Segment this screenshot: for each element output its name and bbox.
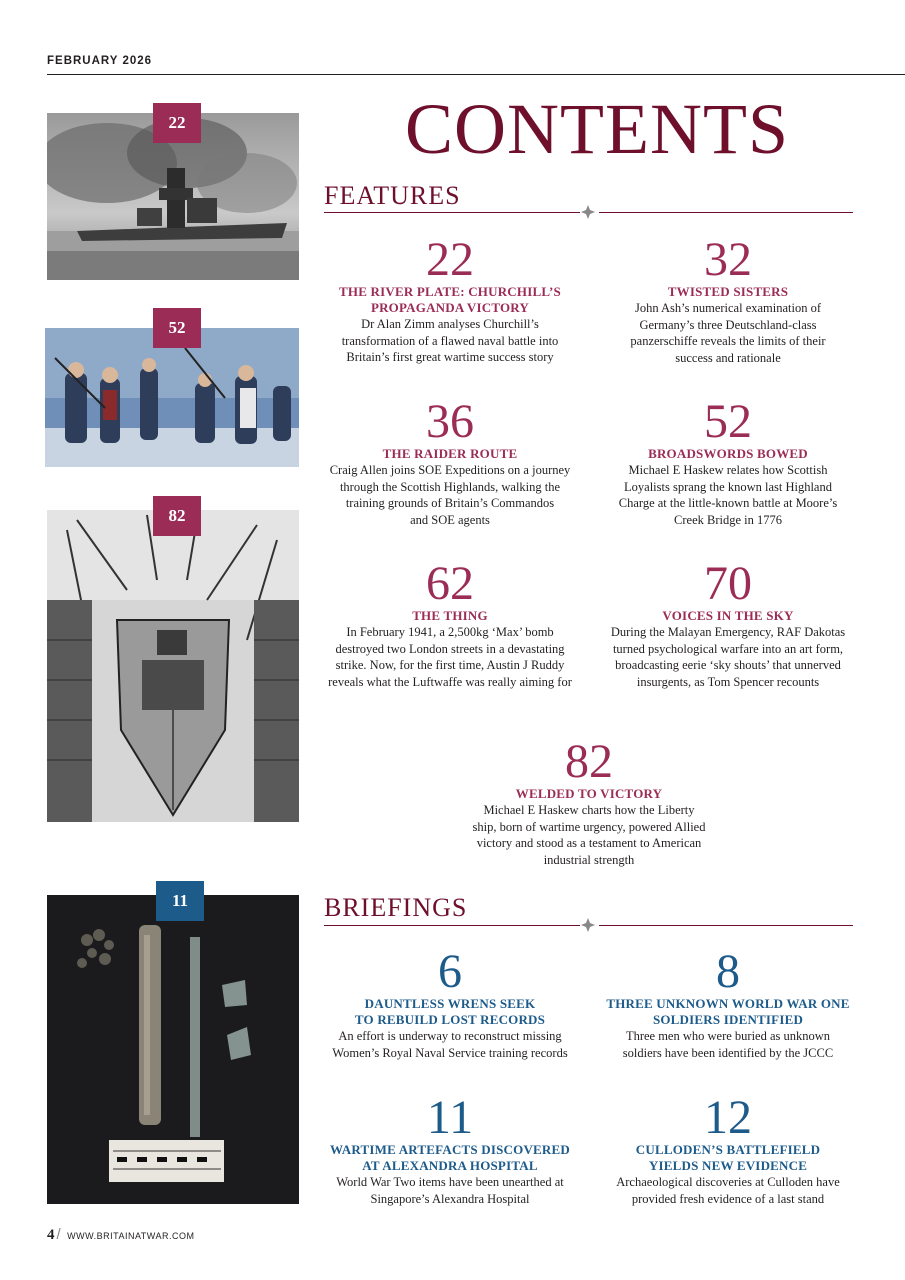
- photo-liberty-ship: [47, 510, 299, 822]
- page-number: 22: [426, 233, 474, 286]
- feature-entry[interactable]: [320, 233, 580, 366]
- entry-title: BROADSWORDS BOWED: [648, 446, 808, 461]
- folio-slash: /: [56, 1226, 61, 1243]
- entry-description: Craig Allen joins SOE Expeditions on a journey through the Scottish Highlands, walking the training grounds of Britain’s Commandos and SOE agents: [329, 463, 571, 527]
- section-heading-briefings: BRIEFINGS: [324, 893, 468, 922]
- page-badge-82: 82: [153, 496, 201, 536]
- entry-description: Dr Alan Zimm analyses Churchill’s transformation of a flawed naval battle into Britain’s first great wartime success story: [341, 317, 559, 364]
- entry-description: World War Two items have been unearthed at Singapore’s Alexandra Hospital: [336, 1175, 564, 1206]
- briefings-rule-left: [324, 925, 580, 926]
- page-title: CONTENTS: [405, 89, 789, 169]
- page-number: 12: [704, 1091, 752, 1144]
- entry-title: TWISTED SISTERS: [667, 284, 789, 299]
- feature-entry[interactable]: [320, 557, 580, 690]
- entry-description: In February 1941, a 2,500kg ‘Max’ bomb destroyed two London streets in a devastating strike. Now, for the first time, Austin J Ruddy reveals what the Luftwaffe was really aiming for: [328, 625, 572, 689]
- page-footer: [47, 1226, 194, 1244]
- page-number: 8: [716, 945, 740, 998]
- briefings-rule-right: [599, 925, 853, 926]
- features-rule-right: [599, 212, 853, 213]
- briefing-entry[interactable]: [320, 945, 580, 1061]
- briefing-entry[interactable]: [598, 945, 858, 1061]
- maltese-cross-icon: [581, 918, 595, 932]
- entry-title: WELDED TO VICTORY: [515, 786, 663, 801]
- website-link[interactable]: WWW.BRITAINATWAR.COM: [67, 1231, 195, 1241]
- maltese-cross-icon: [581, 205, 595, 219]
- page-badge-52: 52: [153, 308, 201, 348]
- entry-title: THE RAIDER ROUTE: [382, 446, 518, 461]
- entry-title: THREE UNKNOWN WORLD WAR ONE SOLDIERS IDENTIFIED: [606, 996, 850, 1027]
- section-heading-features: FEATURES: [324, 181, 461, 210]
- feature-entry[interactable]: [598, 233, 858, 366]
- page-badge-11: 11: [156, 881, 204, 921]
- page-number: 32: [704, 233, 752, 286]
- entry-title: DAUNTLESS WRENS SEEK TO REBUILD LOST RECORDS: [354, 996, 546, 1027]
- top-rule: [47, 74, 905, 75]
- entry-title: THE THING: [412, 608, 488, 623]
- entry-title: CULLODEN’S BATTLEFIELD YIELDS NEW EVIDENCE: [635, 1142, 821, 1173]
- entry-title: VOICES IN THE SKY: [662, 608, 794, 623]
- entry-description: Michael E Haskew relates how Scottish Loyalists sprang the known last Highland Charge at the little-known battle at Moore’s Creek Bridge in 1776: [618, 463, 838, 527]
- entry-title: WARTIME ARTEFACTS DISCOVERED AT ALEXANDRA HOSPITAL: [330, 1142, 570, 1173]
- entry-description: Archaeological discoveries at Culloden have provided fresh evidence of a last stand: [616, 1175, 840, 1206]
- feature-entry[interactable]: [320, 395, 580, 528]
- photo-artefacts: [47, 895, 299, 1204]
- entry-description: Michael E Haskew charts how the Liberty ship, born of wartime urgency, powered Allied victory and stood as a testament to American industrial strength: [472, 803, 706, 867]
- entry-title: THE RIVER PLATE: CHURCHILL’S PROPAGANDA VICTORY: [339, 284, 561, 315]
- page-number: 52: [704, 395, 752, 448]
- entry-description: During the Malayan Emergency, RAF Dakotas turned psychological warfare into an art form, broadcasting eerie ‘sky shouts’ that unnerved insurgents, as Tom Spencer recounts: [610, 625, 846, 689]
- feature-entry[interactable]: [459, 735, 719, 868]
- issue-date: FEBRUARY 2026: [47, 55, 153, 67]
- feature-entry[interactable]: [598, 557, 858, 690]
- feature-entry[interactable]: [598, 395, 858, 528]
- features-rule-left: [324, 212, 580, 213]
- entry-description: Three men who were buried as unknown soldiers have been identified by the JCCC: [622, 1029, 834, 1060]
- entry-description: An effort is underway to reconstruct missing Women’s Royal Naval Service training records: [332, 1029, 568, 1060]
- briefing-entry[interactable]: [320, 1091, 580, 1207]
- page-number: 82: [565, 735, 613, 788]
- page-number: 62: [426, 557, 474, 610]
- page-number: 70: [704, 557, 752, 610]
- page-badge-22: 22: [153, 103, 201, 143]
- photo-highlanders: [45, 328, 299, 467]
- entry-description: John Ash’s numerical examination of Germany’s three Deutschland-class panzerschiffe reveals the limits of their success and rationale: [630, 301, 826, 365]
- briefing-entry[interactable]: [598, 1091, 858, 1207]
- page-number: 11: [426, 1091, 474, 1144]
- page-number: 36: [426, 395, 474, 448]
- folio-number: 4: [47, 1227, 55, 1243]
- page-number: 6: [438, 945, 462, 998]
